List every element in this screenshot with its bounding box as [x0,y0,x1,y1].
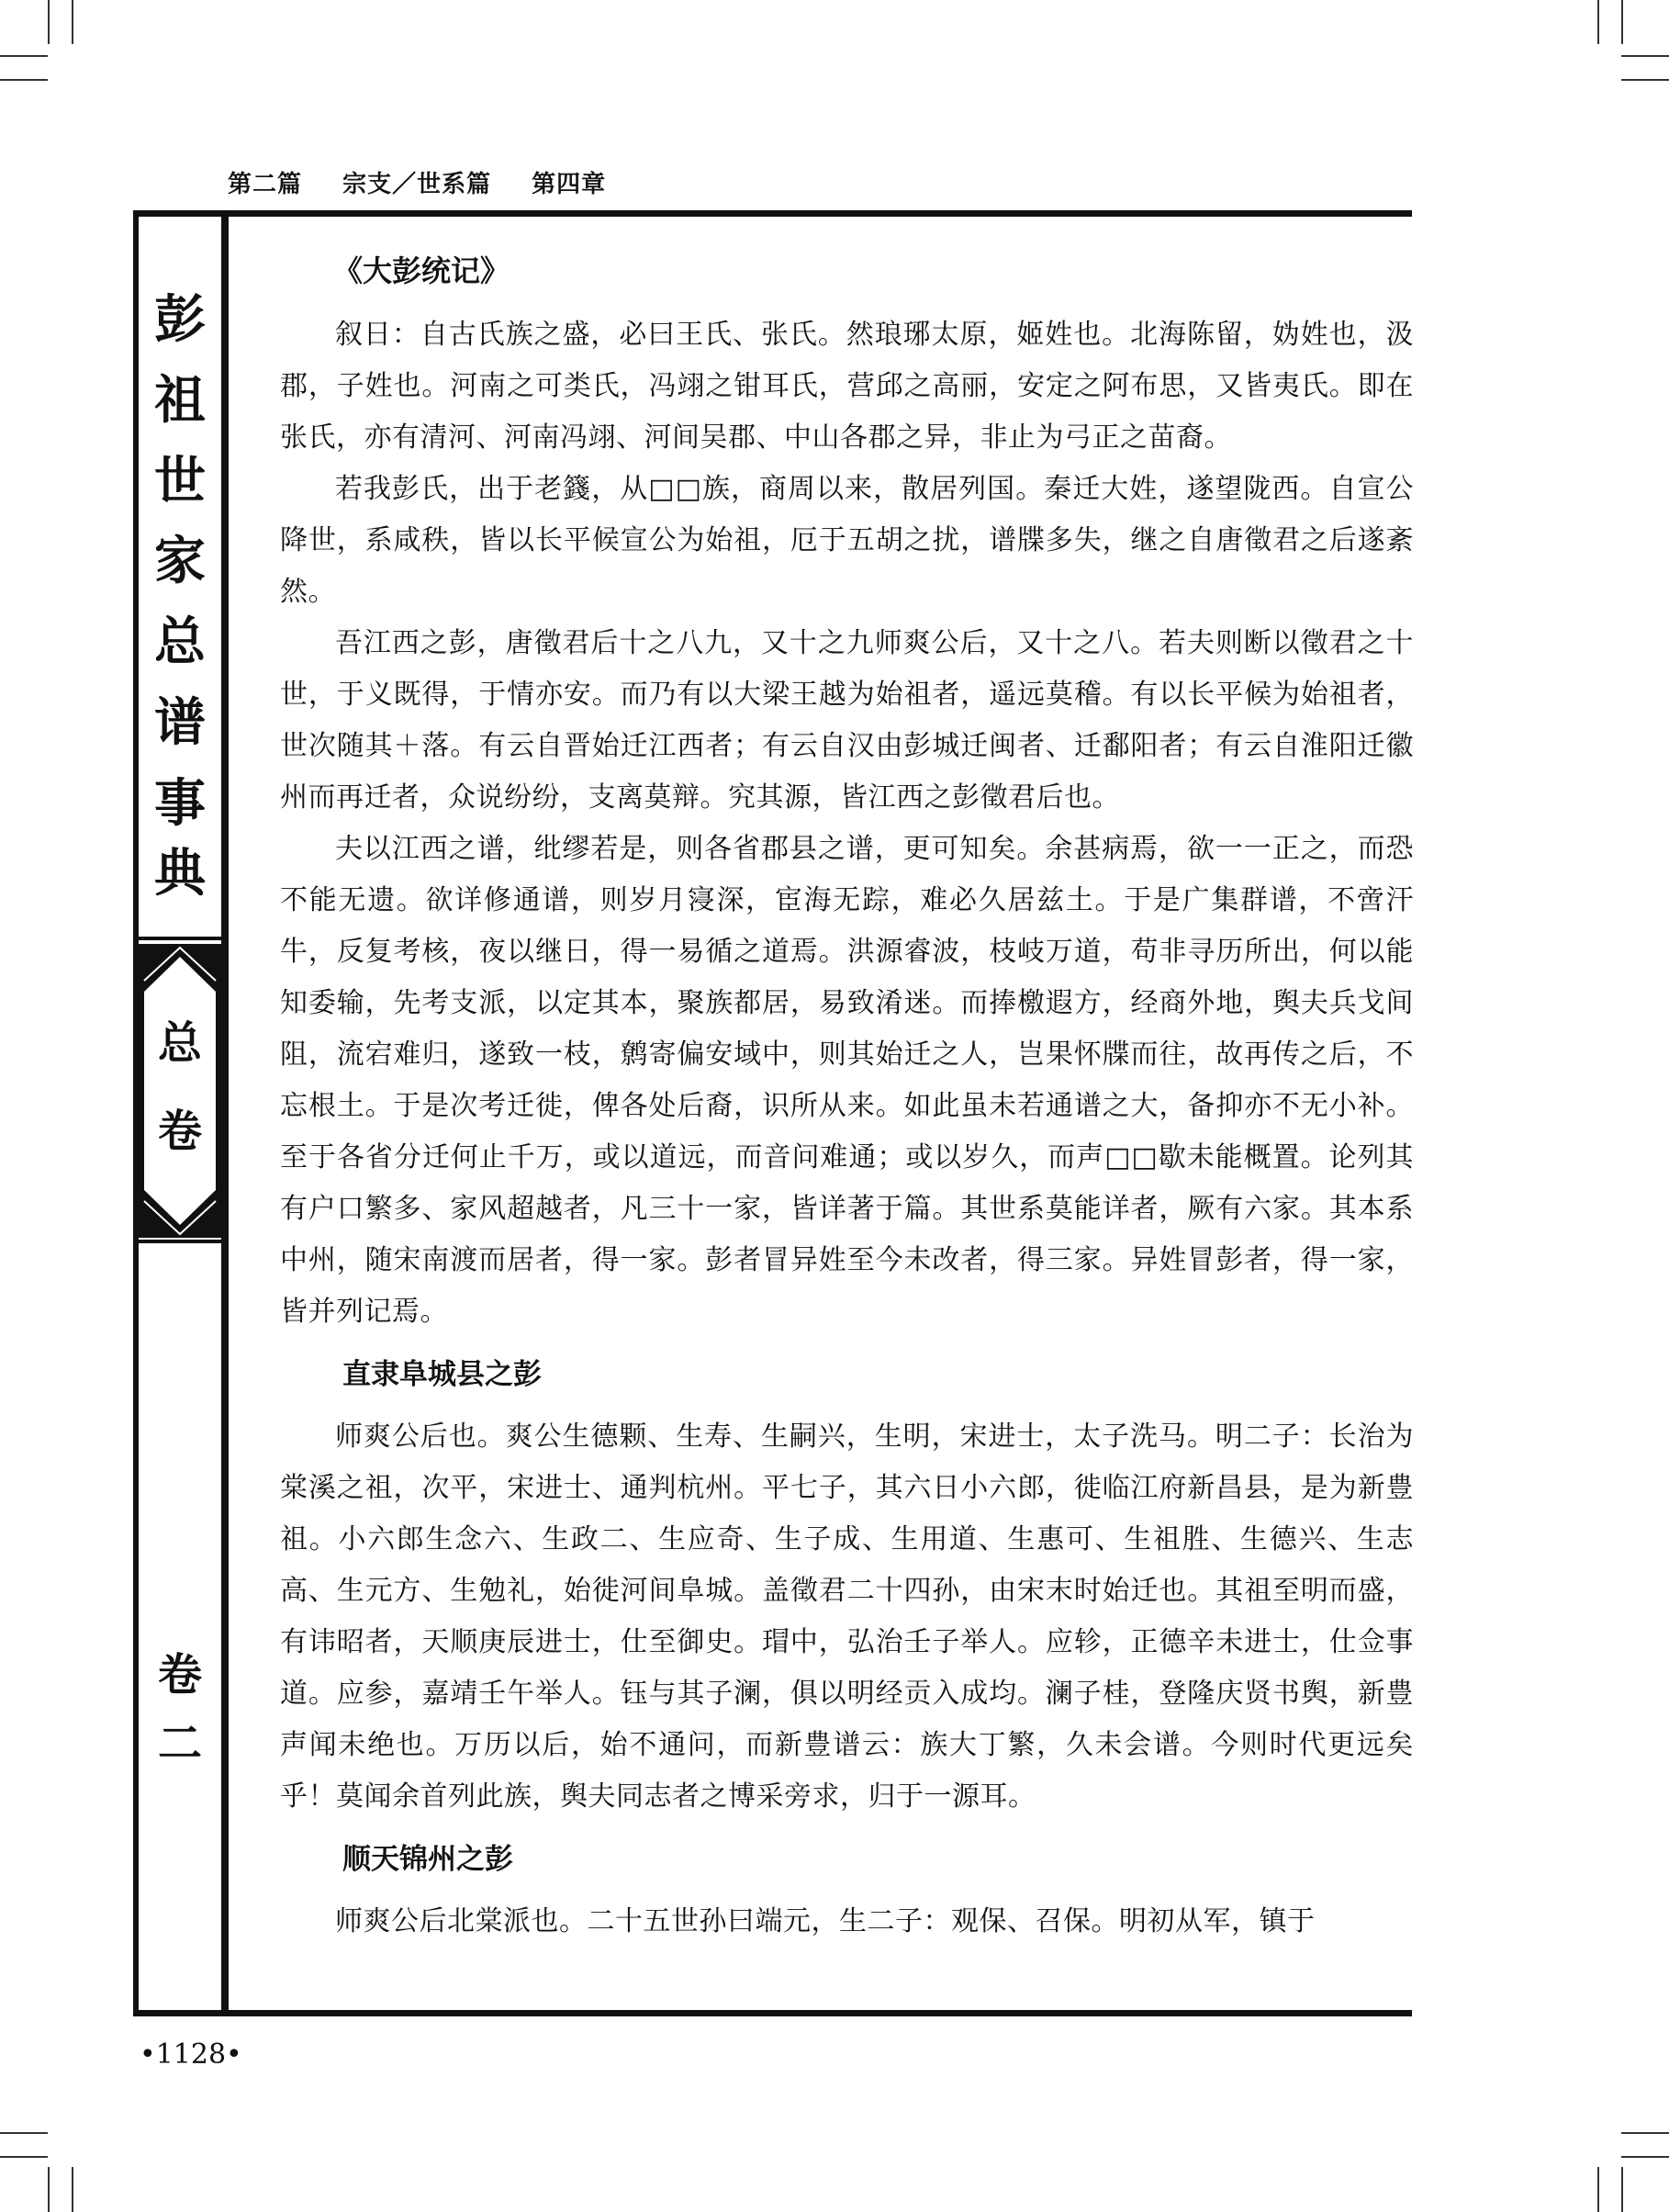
volume-char: 总 [157,1017,202,1069]
paragraph: 若我彭氏，出于老籛，从□□族，商周以来，散居列国。秦迁大姓，遂望陇西。自宣公降世，系咸秩，皆以长平候宣公为始祖，厄于五胡之扰，谱牒多失，继之自唐徵君之后遂紊然。 [280,473,1414,608]
juan-char: 卷 [157,1649,202,1701]
paragraph: 吾江西之彭，唐徵君后十之八九，又十之九师爽公后，又十之八。若夫则断以徵君之十世，于义既得，于情亦安。而乃有以大梁王越为始祖者，遥远莫稽。有以长平候为始祖者，世次随其＋落。有云自晋始迁江西者；有云自汉由彭城迁闽者、迁鄱阳者；有云自淮阳迁徽州而再迁者，众说纷纷，支离莫辩。究其源，皆江西之彭徵君后也。 [280,627,1414,814]
juan-char: 二 [157,1718,202,1769]
crop-mark [1621,0,1623,44]
crop-mark [1621,79,1669,81]
crop-mark [0,2132,48,2134]
frame-bottom-rule [133,2010,1412,2016]
main-text [280,243,1414,1948]
crop-mark [1597,2167,1599,2212]
crop-mark [72,2167,73,2212]
sidebar-book-title-char: 事 [154,774,206,834]
sidebar-book-title-char: 世 [154,452,206,511]
sidebar-book-title-char: 总 [154,612,206,672]
sidebar-divider [139,937,221,940]
volume-diamond-badge [139,944,221,1238]
section-heading: 顺天锦州之彭 [342,1843,513,1876]
header-part: 第二篇 [228,171,303,198]
crop-mark [48,0,50,44]
crop-mark [72,0,73,44]
crop-mark [0,55,48,57]
volume-char: 卷 [157,1106,202,1157]
sidebar-book-title-char: 彭 [154,290,206,350]
running-header [228,165,637,199]
sidebar-book-title-char: 家 [154,532,206,591]
crop-mark [0,79,48,81]
sidebar-book-title-char: 祖 [154,371,206,431]
paragraph: 夫以江西之谱，纰缪若是，则各省郡县之谱，更可知矣。余甚病焉，欲一一正之，而恐不能无遗。欲详修通谱，则岁月寖深，宦海无踪，难必久居兹土。于是广集群谱，不啻汗牛，反复考核，夜以继日，得一易循之道焉。洪源睿波，枝岐万道，苟非寻历所出，何以能知委输，先考支派，以定其本，聚族都居，易致淆迷。而捧檄遐方，经商外地，舆夫兵戈间阻，流宕难归，遂致一枝，鹩寄偏安域中，则其始迁之人，岂果怀牒而往，故再传之后，不忘根土。于是次考迁徙，俾各处后裔，识所从来。如此虽未若通谱之大，备抑亦不无小补。至于各省分迁何止千万，或以道远，而音问难通；或以岁久，而声□□歇未能概置。论列其有户口繁多、家风超越者，凡三十一家，皆详著于篇。其世系莫能详者，厥有六家。其本系中州，随宋南渡而居者，得一家。彭者冒异姓至今未改者，得三家。异姓冒彭者，得一家，皆并列记焉。 [280,833,1414,1328]
crop-mark [1597,0,1599,44]
crop-mark [1621,2132,1669,2134]
sidebar-divider [139,1240,221,1243]
crop-mark [0,2156,48,2158]
frame-inner-rule [221,210,229,2016]
frame-top-rule [133,210,1412,217]
paragraph: 师爽公后北棠派也。二十五世孙曰端元，生二子：观保、召保。明初从军，镇于 [335,1905,1316,1937]
paragraph: 叙日：自古氏族之盛，必曰王氏、张氏。然琅琊太原，姬姓也。北海陈留，妫姓也，汲郡，子姓也。河南之可类氏，冯翊之钳耳氏，营邱之高丽，安定之阿布思，又皆夷氏。即在张氏，亦有清河、河南冯翊、河间吴郡、中山各郡之异，非止为弓正之苗裔。 [280,319,1414,454]
crop-mark [1621,2156,1669,2158]
crop-mark [1621,55,1669,57]
sidebar-book-title-char: 谱 [154,693,206,753]
sidebar-book-title-char: 典 [154,844,206,904]
section-heading: 直隶阜城县之彭 [342,1358,542,1391]
header-section: 宗支／世系篇 [342,171,492,198]
book-title: 《大彭统记》 [333,253,510,288]
crop-mark [48,2167,50,2212]
page-number: •1128• [140,2038,242,2071]
header-chapter: 第四章 [532,171,607,198]
crop-mark [1621,2167,1623,2212]
paragraph: 师爽公后也。爽公生德颗、生寿、生嗣兴，生明，宋进士，太子洗马。明二子：长治为棠溪之祖，次平，宋进士、通判杭州。平七子，其六日小六郎，徙临江府新昌县，是为新豊祖。小六郎生念六、生政二、生应奇、生子成、生用道、生惠可、生祖胜、生德兴、生志高、生元方、生勉礼，始徙河间阜城。盖徵君二十四孙，由宋末时始迁也。其祖至明而盛，有讳昭者，天顺庚辰进士，仕至御史。瑁中，弘治壬子举人。应轸，正德辛未进士，仕佥事道。应参，嘉靖壬午举人。钰与其子澜，俱以明经贡入成均。澜子桂，登隆庆贤书舆，新豊声闻未绝也。万历以后，始不通问，而新豊谱云：族大丁繁，久未会谱。今则时代更远矣乎！莫闻余首列此族，舆夫同志者之博采旁求，归于一源耳。 [280,1420,1414,1813]
